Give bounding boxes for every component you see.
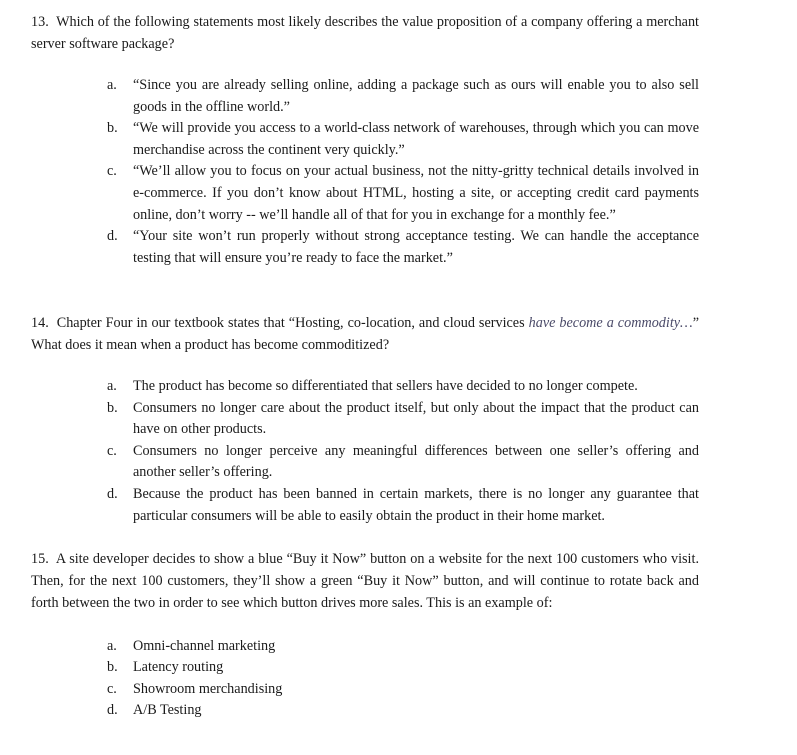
option-letter: b. (107, 659, 118, 676)
option-letter: c. (107, 680, 117, 697)
option-text: Latency routing (133, 659, 224, 676)
answer-option-b (31, 118, 699, 161)
option-text: A/B Testing (133, 702, 202, 719)
option-text: Consumers no longer perceive any meaningful differences between one seller’s offering and another seller’s offering. (133, 442, 699, 481)
answer-option-a (31, 636, 699, 657)
question-stem (31, 548, 699, 614)
question-stem (31, 312, 699, 356)
question-number: 14. (31, 315, 49, 331)
question-text: A site developer decides to show a blue “Buy it Now” button on a website for the next 100 customers who visit. Then, for the next 100 customers, they’ll show a green “Buy it Now” button, and will continue to rotate back and forth between the two in order to see which button drives more sales. This is an example of: (31, 551, 699, 611)
option-text: Consumers no longer care about the product itself, but only about the impact that the product can have on other products. (133, 399, 699, 438)
option-text: “Your site won’t run properly without strong acceptance testing. We can handle the acceptance testing that will ensure you’re ready to face the market.” (133, 228, 699, 266)
option-letter: d. (107, 228, 118, 245)
option-letter: c. (107, 442, 117, 459)
answer-option-d (31, 700, 699, 721)
option-letter: b. (107, 120, 118, 137)
option-letter: a. (107, 77, 117, 93)
option-letter: d. (107, 702, 118, 719)
answer-option-d (31, 484, 699, 527)
answer-option-a (31, 376, 699, 398)
option-text: “Since you are already selling online, adding a package such as ours will enable you to also sell goods in the offline world.” (133, 77, 699, 115)
option-text: Because the product has been banned in certain markets, there is no longer any guarantee that particular consumers will be able to easily obtain the product in their home market. (133, 485, 699, 524)
answer-option-a (31, 75, 699, 118)
option-letter: a. (107, 638, 117, 654)
option-text: Omni-channel marketing (133, 638, 276, 654)
question-text-start: Chapter Four in our textbook states that “Hosting, co-location, and cloud services (56, 315, 529, 331)
option-text: Showroom merchandising (133, 680, 283, 697)
question-15 (31, 548, 699, 722)
question-stem (31, 11, 699, 55)
question-text-quote-italic: have become a commodity… (528, 315, 693, 331)
answer-option-b (31, 398, 699, 441)
option-text: The product has become so differentiated that sellers have decided to no longer compete. (133, 378, 638, 394)
answer-option-c (31, 679, 699, 700)
answer-options (31, 376, 699, 527)
option-text: “We’ll allow you to focus on your actual business, not the nitty-gritty technical details involved in e-commerce. If you don’t know about HTML, hosting a site, or accepting credit card payments online, don’t worry -- we’ll handle all of that for you in exchange for a monthly fee.” (133, 163, 699, 223)
answer-option-c (31, 441, 699, 484)
question-number: 13. (31, 14, 49, 30)
question-14 (31, 312, 699, 527)
answer-options (31, 636, 699, 722)
answer-option-c (31, 161, 699, 226)
answer-option-b (31, 657, 699, 678)
question-13 (31, 11, 699, 269)
option-letter: d. (107, 485, 118, 502)
option-letter: c. (107, 163, 117, 180)
answer-option-d (31, 226, 699, 269)
question-number: 15. (31, 551, 49, 567)
question-text-end: ” What does it mean when a product has become commoditized? (31, 315, 699, 353)
option-letter: b. (107, 399, 118, 416)
question-text: Which of the following statements most likely describes the value proposition of a company offering a merchant server software package? (31, 14, 699, 52)
option-letter: a. (107, 378, 117, 394)
option-text: “We will provide you access to a world-class network of warehouses, through which you can move merchandise across the continent very quickly.” (133, 120, 699, 158)
answer-options (31, 75, 699, 269)
